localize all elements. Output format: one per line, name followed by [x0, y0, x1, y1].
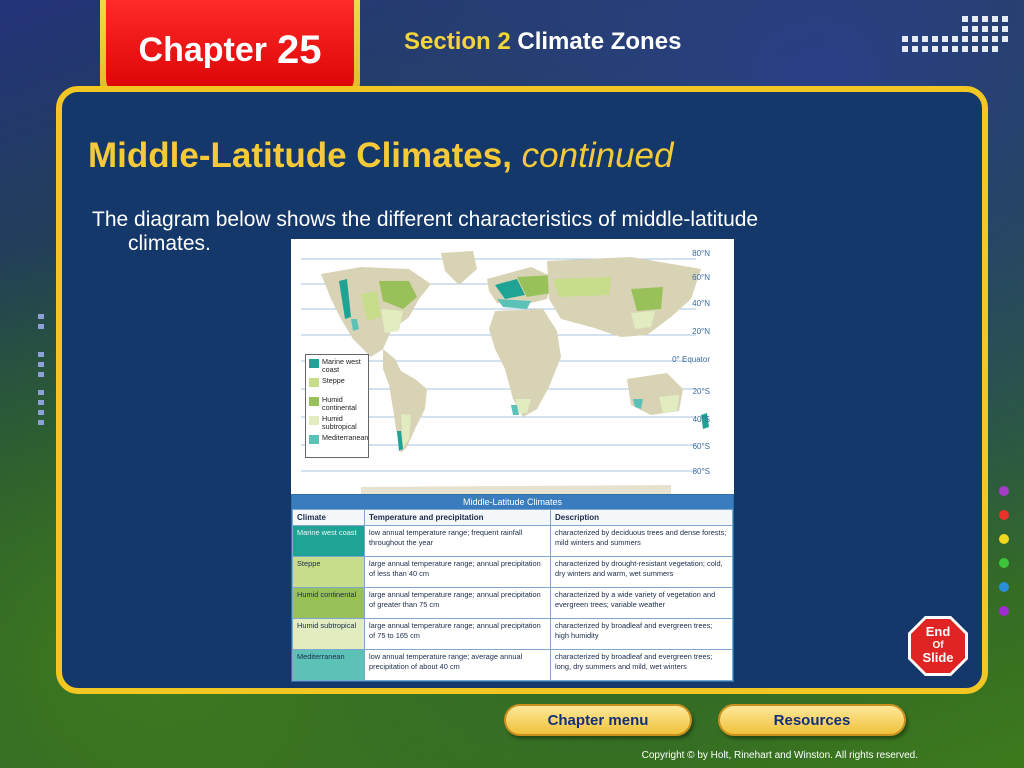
legend-item [309, 415, 365, 434]
chapter-word: Chapter [138, 30, 267, 69]
section-label: Section 2 [404, 28, 511, 55]
chapter-menu-button[interactable]: Chapter menu [504, 704, 692, 736]
legend-swatch [309, 416, 319, 425]
end-line-2: Of [932, 640, 944, 651]
lat-label: 60°S [692, 442, 710, 451]
table-caption: Middle-Latitude Climates [292, 495, 733, 509]
legend-item [309, 433, 369, 453]
legend-item [309, 377, 365, 396]
chapter-tab [106, 0, 354, 100]
decorative-dots-left [36, 312, 48, 432]
legend-swatch [309, 359, 319, 368]
slide-title-main: Middle-Latitude Climates, [88, 136, 512, 175]
slide-title [88, 136, 673, 176]
table-header-row [293, 510, 733, 526]
cell-climate: Marine west coast [293, 526, 365, 557]
side-dot[interactable] [999, 510, 1009, 520]
cell-temp: large annual temperature range; annual precipitation of less than 40 cm [365, 557, 551, 588]
climate-map [291, 239, 734, 494]
cell-climate: Humid subtropical [293, 619, 365, 650]
lat-label: 20°N [692, 327, 710, 336]
section-name: Climate Zones [517, 28, 682, 55]
cell-climate: Mediterranean [293, 650, 365, 681]
cell-temp: low annual temperature range; frequent rainfall throughout the year [365, 526, 551, 557]
cell-desc: characterized by drought-resistant vegetation; cold, dry winters and warm, wet summers [551, 557, 733, 588]
legend-label: Steppe [322, 376, 345, 385]
header-description: Description [551, 510, 733, 526]
cell-climate: Steppe [293, 557, 365, 588]
legend-label: Humid subtropical [322, 414, 357, 431]
lat-label: 40°N [692, 299, 710, 308]
legend-label: Marine west coast [322, 357, 361, 374]
header-climate: Climate [293, 510, 365, 526]
end-of-slide-button[interactable] [906, 614, 970, 678]
body-line-2: climates. [128, 232, 211, 255]
lat-label: 60°N [692, 273, 710, 282]
cell-temp: large annual temperature range; annual precipitation of greater than 75 cm [365, 588, 551, 619]
table-row [293, 650, 733, 681]
chapter-number: 25 [276, 27, 322, 72]
lat-label: 80°N [692, 249, 710, 258]
legend-item [309, 396, 365, 415]
lat-label: 20°S [692, 387, 710, 396]
side-dot[interactable] [999, 582, 1009, 592]
cell-climate: Humid continental [293, 588, 365, 619]
cell-desc: characterized by broadleaf and evergreen trees; high humidity [551, 619, 733, 650]
lat-label-equator: 0° Equator [672, 355, 710, 364]
resources-button[interactable]: Resources [718, 704, 906, 736]
cell-desc: characterized by broadleaf and evergreen trees; long, dry summers and mild, wet winters [551, 650, 733, 681]
side-dot[interactable] [999, 606, 1009, 616]
legend-label: Humid continental [322, 395, 357, 412]
cell-desc: characterized by deciduous trees and dense forests; mild winters and summers [551, 526, 733, 557]
side-dot[interactable] [999, 558, 1009, 568]
side-navigation-dots [996, 486, 1012, 646]
section-title [404, 28, 681, 56]
legend-swatch [309, 397, 319, 406]
header-temperature: Temperature and precipitation [365, 510, 551, 526]
end-line-1: End [925, 624, 951, 639]
cell-temp: large annual temperature range; annual precipitation of 75 to 165 cm [365, 619, 551, 650]
table-row [293, 588, 733, 619]
climate-table [291, 494, 734, 682]
table-row [293, 557, 733, 588]
lat-label: 80°S [692, 467, 710, 476]
legend-swatch [309, 435, 319, 444]
copyright-text: Copyright © by Holt, Rinehart and Winston. All rights reserved. [641, 750, 918, 761]
map-legend [305, 354, 369, 458]
table-row [293, 619, 733, 650]
decorative-dots-top-right [902, 14, 1012, 54]
body-line-1: The diagram below shows the different characteristics of middle-latitude [92, 208, 759, 231]
legend-label: Mediterranean [322, 433, 369, 442]
cell-temp: low annual temperature range; average annual precipitation of about 40 cm [365, 650, 551, 681]
lat-label: 40°S [692, 415, 710, 424]
table-row [293, 526, 733, 557]
slide-title-suffix: continued [521, 136, 674, 175]
side-dot[interactable] [999, 534, 1009, 544]
climate-data-table [292, 509, 733, 681]
cell-desc: characterized by a wide variety of vegetation and evergreen trees; variable weather [551, 588, 733, 619]
legend-item [309, 358, 365, 377]
side-dot[interactable] [999, 486, 1009, 496]
end-line-3: Slide [922, 650, 954, 665]
legend-swatch [309, 378, 319, 387]
